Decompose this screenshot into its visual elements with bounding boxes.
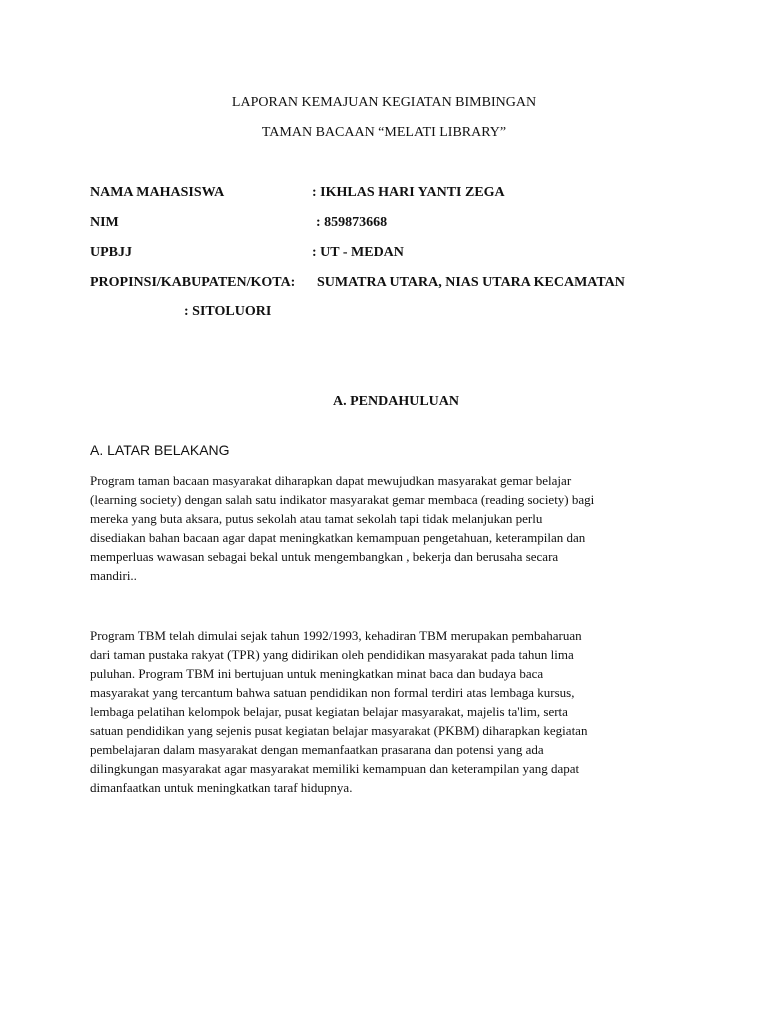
nama-label: NAMA MAHASISWA: [90, 185, 225, 200]
text-line: lembaga pelatihan kelompok belajar, pusat kegiatan belajar masyarakat, majelis ta'lim, serta: [90, 704, 568, 719]
text-line: masyarakat yang tercantum bahwa satuan pendidikan non formal terdiri atas lembaga kursus,: [90, 685, 575, 700]
section-title: A. PENDAHULUAN: [333, 394, 459, 409]
text-line: dari taman pustaka rakyat (TPR) yang didirikan oleh pendidikan masyarakat pada tahun lima: [90, 647, 574, 662]
text-line: satuan pendidikan yang sejenis pusat kegiatan belajar masyarakat (PKBM) diharapkan kegiatan: [90, 723, 588, 738]
text-line: Program taman bacaan masyarakat diharapkan dapat mewujudkan masyarakat gemar belajar: [90, 473, 572, 488]
text-line: dimanfaatkan untuk meningkatkan taraf hidupnya.: [90, 780, 353, 795]
report-title: LAPORAN KEMAJUAN KEGIATAN BIMBINGAN: [231, 95, 537, 110]
text-line: dilingkungan masyarakat agar masyarakat memiliki kemampuan dan keterampilan yang dapat: [90, 761, 580, 776]
paragraph-latar-belakang-1: [90, 471, 684, 585]
text-line: mandiri..: [90, 568, 137, 583]
report-subtitle: TAMAN BACAAN “MELATI LIBRARY”: [261, 125, 507, 140]
text-line: mereka yang buta aksara, putus sekolah atau tamat sekolah tapi tidak melanjukan perlu: [90, 511, 543, 526]
nama-value: : IKHLAS HARI YANTI ZEGA: [312, 185, 505, 200]
nim-value: : 859873668: [316, 215, 388, 230]
upbjj-label: UPBJJ: [90, 245, 132, 260]
propinsi-label: PROPINSI/KABUPATEN/KOTA:: [90, 275, 296, 290]
text-line: puluhan. Program TBM ini bertujuan untuk meningkatkan minat baca dan budaya baca: [90, 666, 544, 681]
paragraph-latar-belakang-2: [90, 626, 684, 797]
text-line: pembelajaran dalam masyarakat dengan memanfaatkan prasarana dan potensi yang ada: [90, 742, 544, 757]
text-line: disediakan bahan bacaan agar dapat meningkatkan kemampuan pengetahuan, keterampilan dan: [90, 530, 586, 545]
subsection-heading: A. LATAR BELAKANG: [90, 442, 230, 458]
kecamatan-value: : SITOLUORI: [184, 304, 272, 319]
text-line: Program TBM telah dimulai sejak tahun 1992/1993, kehadiran TBM merupakan pembaharuan: [90, 628, 582, 643]
text-line: memperluas wawasan sebagai bekal untuk mengembangkan , bekerja dan berusaha secara: [90, 549, 559, 564]
upbjj-value: : UT - MEDAN: [312, 245, 404, 260]
propinsi-value: SUMATRA UTARA, NIAS UTARA KECAMATAN: [317, 275, 625, 290]
text-line: (learning society) dengan salah satu indikator masyarakat gemar membaca (reading society) bagi: [90, 492, 595, 507]
nim-label: NIM: [90, 215, 119, 230]
